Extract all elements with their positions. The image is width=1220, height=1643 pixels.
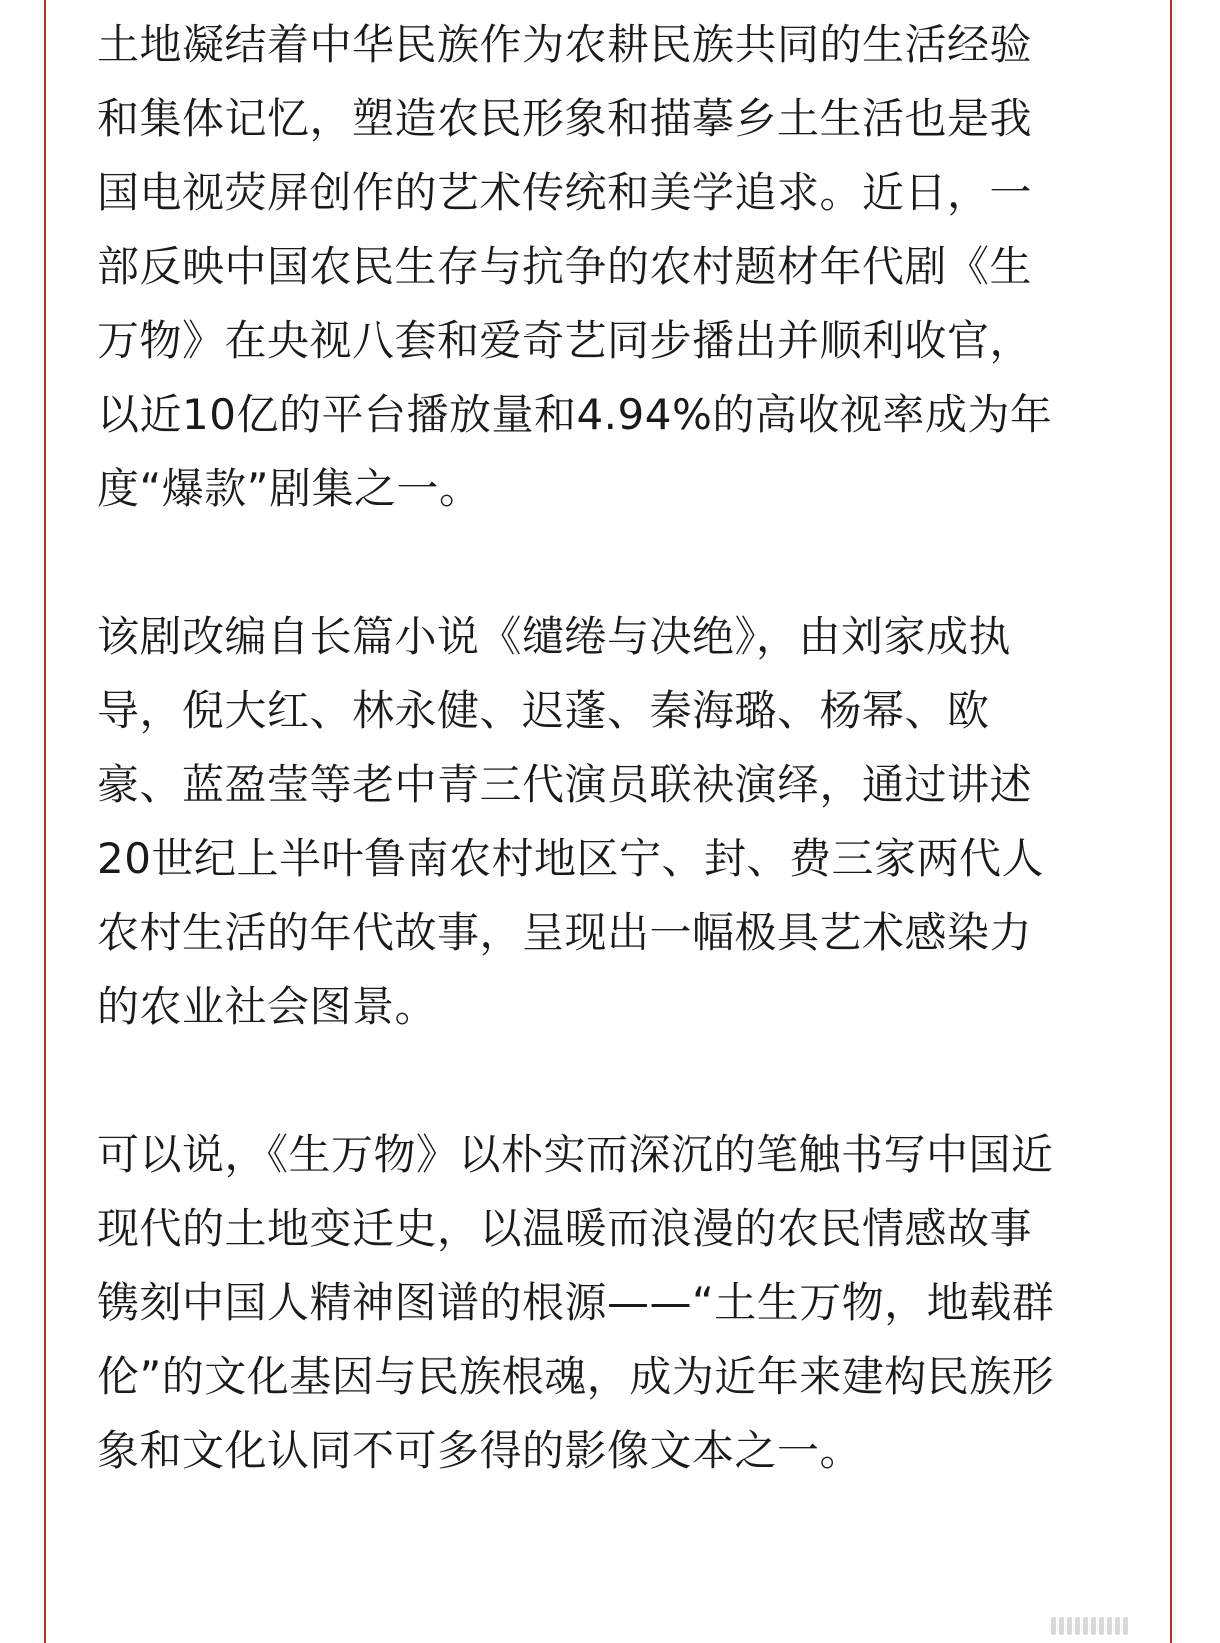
watermark-bars bbox=[1051, 1617, 1128, 1635]
paragraph-2: 该剧改编自长篇小说《缱绻与决绝》，由刘家成执导，倪大红、林永健、迟蓬、秦海璐、杨幂、欧豪、蓝盈莹等老中青三代演员联袂演绎，通过讲述20世纪上半叶鲁南农村地区宁、封、费三家两代人农村生活的年代故事，呈现出一幅极具艺术感染力的农业社会图景。 bbox=[97, 612, 1044, 1031]
article-body bbox=[97, 8, 1072, 1488]
paragraph-3: 可以说，《生万物》以朴实而深沉的笔触书写中国近现代的土地变迁史，以温暖而浪漫的农民情感故事镌刻中国人精神图谱的根源——“土生万物，地载群伦”的文化基因与民族根魂，成为近年来建构民族形象和文化认同不可多得的影像文本之一。 bbox=[97, 1130, 1055, 1475]
right-border-rule bbox=[1170, 0, 1172, 1643]
watermark-icon bbox=[1051, 1617, 1128, 1635]
paragraph-1: 土地凝结着中华民族作为农耕民族共同的生活经验和集体记忆，塑造农民形象和描摹乡土生活也是我国电视荧屏创作的艺术传统和美学追求。近日，一部反映中国农民生存与抗争的农村题材年代剧《生万物》在央视八套和爱奇艺同步播出并顺利收官，以近10亿的平台播放量和4.94%的高收视率成为年度“爆款”剧集之一。 bbox=[97, 20, 1053, 513]
left-border-rule bbox=[44, 0, 46, 1643]
